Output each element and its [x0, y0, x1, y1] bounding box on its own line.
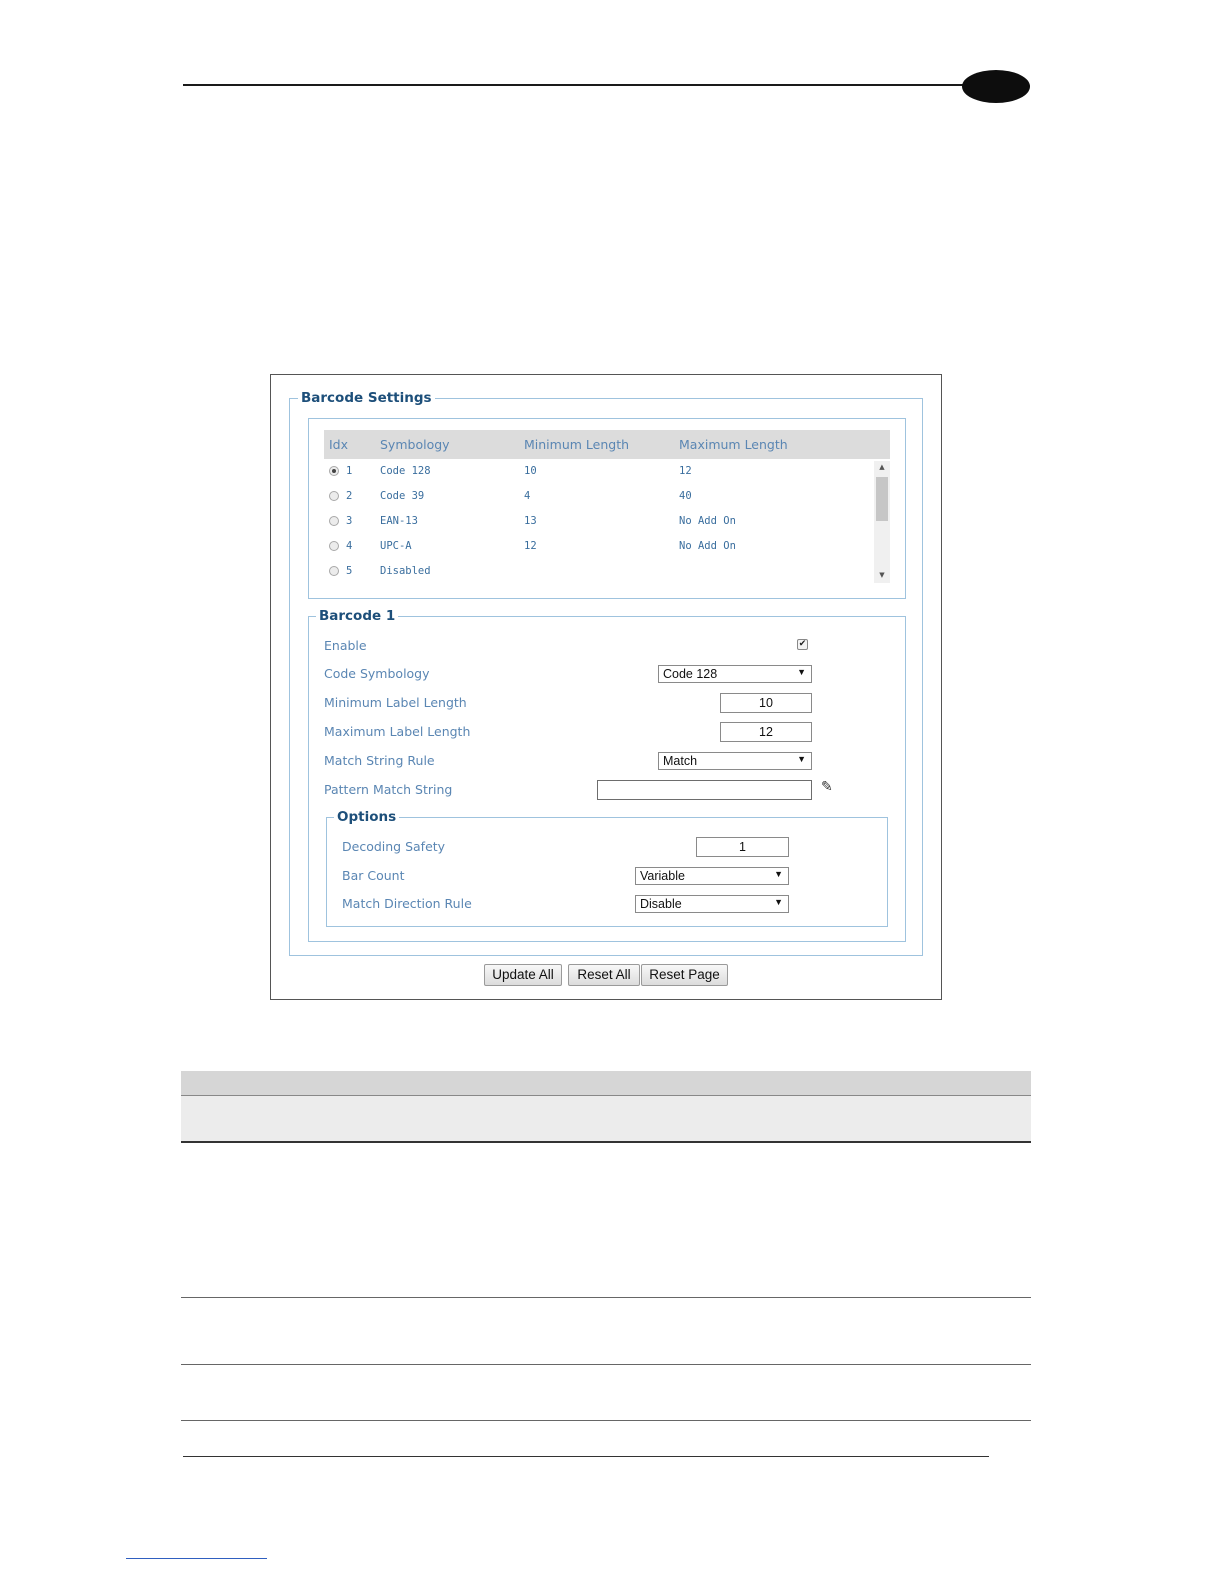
- row-radio-1[interactable]: [329, 466, 339, 476]
- code-symbology-value: Code 128: [663, 667, 718, 681]
- doc-table-rule: [181, 1141, 1031, 1143]
- doc-table-rule: [181, 1420, 1031, 1421]
- table-row[interactable]: [324, 559, 872, 584]
- doc-table-rule: [181, 1364, 1031, 1365]
- enable-label: Enable: [324, 638, 367, 653]
- reset-page-button[interactable]: Reset Page: [641, 964, 728, 986]
- table-scrollbar[interactable]: [874, 461, 890, 583]
- max-label-length-label: Maximum Label Length: [324, 724, 471, 739]
- row-max-length: 40: [679, 490, 692, 502]
- col-header-symbology: Symbology: [380, 437, 450, 452]
- decoding-safety-input[interactable]: 1: [696, 837, 789, 857]
- footer-link-underline[interactable]: [126, 1558, 267, 1559]
- match-direction-rule-value: Disable: [640, 897, 682, 911]
- pattern-match-string-input[interactable]: [597, 780, 812, 800]
- row-max-length: No Add On: [679, 515, 736, 527]
- chapter-tab-badge: [962, 70, 1030, 103]
- min-label-length-label: Minimum Label Length: [324, 695, 467, 710]
- barcode-settings-legend: Barcode Settings: [298, 390, 435, 406]
- col-header-min-length: Minimum Length: [524, 437, 630, 452]
- pencil-icon[interactable]: ✎: [821, 779, 833, 795]
- row-radio-5[interactable]: [329, 566, 339, 576]
- scrollbar-thumb[interactable]: [876, 477, 888, 521]
- header-rule: [183, 84, 968, 86]
- scroll-up-icon[interactable]: ▲: [879, 463, 885, 471]
- table-row[interactable]: [324, 534, 872, 559]
- match-direction-rule-label: Match Direction Rule: [342, 896, 472, 911]
- table-row[interactable]: [324, 459, 872, 484]
- row-min-length: 12: [524, 540, 537, 552]
- table-row[interactable]: [324, 509, 872, 534]
- barcode-settings-screenshot: [270, 374, 942, 1000]
- match-string-rule-value: Match: [663, 754, 698, 768]
- update-all-button[interactable]: Update All: [484, 964, 562, 986]
- row-radio-2[interactable]: [329, 491, 339, 501]
- table-header: [324, 430, 890, 459]
- options-legend: Options: [334, 809, 399, 825]
- footer-rule: [183, 1456, 989, 1457]
- row-min-length: 13: [524, 515, 537, 527]
- chevron-down-icon: ▼: [797, 754, 806, 764]
- row-max-length: No Add On: [679, 540, 736, 552]
- col-header-idx: Idx: [329, 437, 349, 452]
- col-header-max-length: Maximum Length: [679, 437, 788, 452]
- bar-count-select[interactable]: [635, 867, 789, 885]
- row-max-length: 12: [679, 465, 692, 477]
- scroll-down-icon[interactable]: ▼: [879, 571, 885, 579]
- match-string-rule-select[interactable]: [658, 752, 812, 770]
- match-string-rule-label: Match String Rule: [324, 753, 435, 768]
- row-min-length: 10: [524, 465, 537, 477]
- barcode1-legend: Barcode 1: [316, 608, 398, 624]
- chevron-down-icon: ▼: [797, 667, 806, 677]
- bar-count-value: Variable: [640, 869, 685, 883]
- doc-table-header: [181, 1071, 1031, 1095]
- doc-table-first-row: [181, 1095, 1031, 1142]
- row-idx: 1: [346, 465, 353, 477]
- doc-table-rule: [181, 1297, 1031, 1298]
- code-symbology-label: Code Symbology: [324, 666, 430, 681]
- row-symbology: EAN-13: [380, 515, 418, 527]
- row-symbology: Code 39: [380, 490, 425, 502]
- reset-all-button[interactable]: Reset All: [568, 964, 640, 986]
- row-symbology: Code 128: [380, 465, 431, 477]
- row-symbology: UPC-A: [380, 540, 412, 552]
- min-label-length-input[interactable]: 10: [720, 693, 812, 713]
- row-idx: 4: [346, 540, 353, 552]
- chevron-down-icon: ▼: [774, 869, 783, 879]
- barcode-settings-fieldset: [289, 390, 923, 956]
- row-idx: 2: [346, 490, 353, 502]
- chevron-down-icon: ▼: [774, 897, 783, 907]
- pattern-match-string-label: Pattern Match String: [324, 782, 453, 797]
- table-row[interactable]: [324, 484, 872, 509]
- row-radio-3[interactable]: [329, 516, 339, 526]
- code-symbology-select[interactable]: [658, 665, 812, 683]
- options-fieldset: [326, 809, 888, 927]
- row-idx: 3: [346, 515, 353, 527]
- barcode1-fieldset: [308, 608, 906, 942]
- symbology-table-box: [308, 418, 906, 599]
- row-min-length: 4: [524, 490, 531, 502]
- row-radio-4[interactable]: [329, 541, 339, 551]
- enable-checkbox[interactable]: ✔: [798, 639, 807, 649]
- decoding-safety-label: Decoding Safety: [342, 839, 446, 854]
- bar-count-label: Bar Count: [342, 868, 405, 883]
- max-label-length-input[interactable]: 12: [720, 722, 812, 742]
- row-idx: 5: [346, 565, 353, 577]
- match-direction-rule-select[interactable]: [635, 895, 789, 913]
- row-symbology: Disabled: [380, 565, 431, 577]
